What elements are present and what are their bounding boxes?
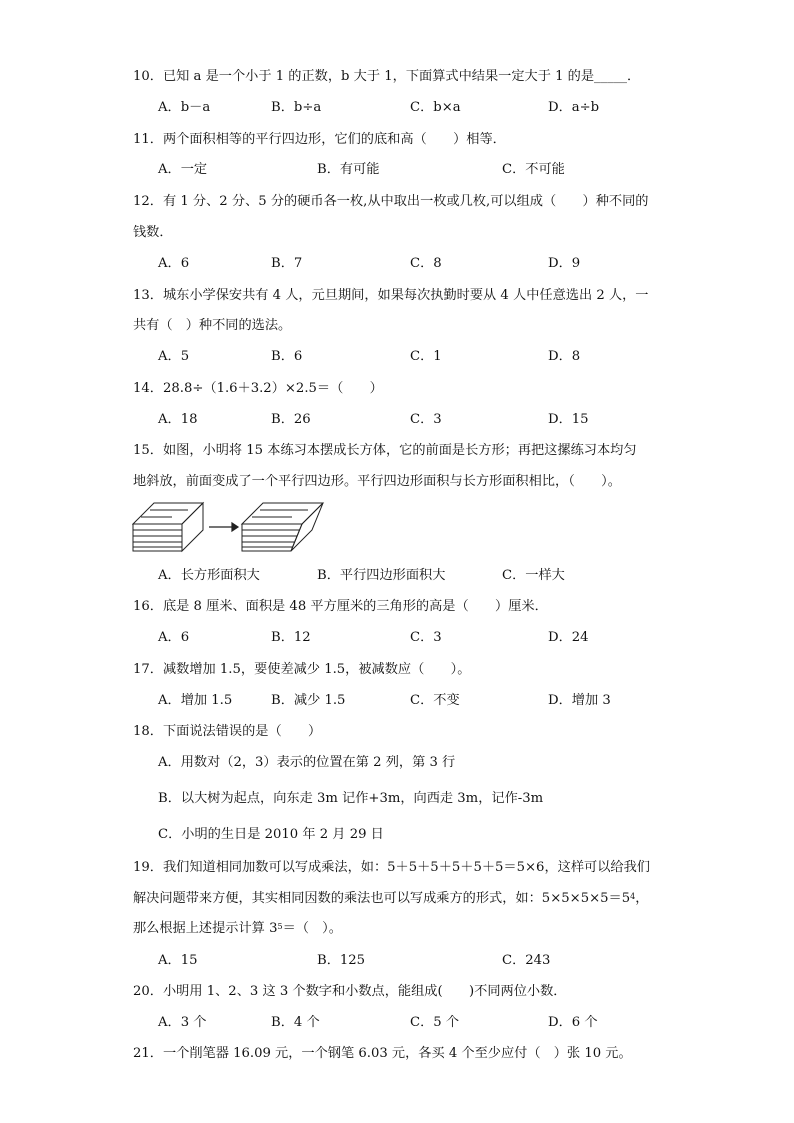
q20-option-b: B．4 个 xyxy=(271,1015,320,1030)
question-14-stem: 14．28.8÷（1.6＋3.2）×2.5＝（ ） xyxy=(133,381,383,396)
question-11-stem: 11．两个面积相等的平行四边形，它们的底和高（ ）相等． xyxy=(133,132,506,147)
q20-option-d: D．6 个 xyxy=(548,1015,598,1030)
q17-option-c: C．不变 xyxy=(410,693,460,708)
q10-option-c: C．b×a xyxy=(410,100,461,115)
q14-option-b: B．26 xyxy=(271,412,311,427)
question-12-stem-line2: 钱数． xyxy=(133,225,173,240)
stem-text: ＝（ ）。 xyxy=(282,921,342,936)
q14-option-a: A．18 xyxy=(158,412,198,427)
question-15-stem-line2: 地斜放，前面变成了一个平行四边形。平行四边形面积与长方形面积相比，（ ）。 xyxy=(133,474,621,489)
question-19-stem-line3 xyxy=(133,920,342,938)
rectangular-stack-drawing xyxy=(133,503,203,551)
q17-option-d: D．增加 3 xyxy=(548,693,611,708)
notebook-stack-figure xyxy=(132,500,332,556)
q15-option-a: A．长方形面积大 xyxy=(158,568,260,583)
question-20-stem: 20．小明用 1、2、3 这 3 个数字和小数点，能组成( )不同两位小数． xyxy=(133,984,567,999)
q12-option-c: C．8 xyxy=(410,256,442,271)
q10-option-d: D．a÷b xyxy=(548,100,600,115)
question-13-stem-line2: 共有（ ）种不同的选法。 xyxy=(133,318,292,333)
q17-option-b: B．减少 1.5 xyxy=(271,693,346,708)
q19-option-c: C．243 xyxy=(502,953,551,968)
question-19-stem-line1: 19．我们知道相同加数可以写成乘法，如：5＋5＋5＋5＋5＋5＝5×6，这样可以给我们 xyxy=(133,860,650,875)
q10-option-a: A．b－a xyxy=(158,100,211,115)
q16-option-b: B．12 xyxy=(271,630,311,645)
question-12-stem-line1: 12．有 1 分、2 分、5 分的硬币各一枚,从中取出一枚或几枚,可以组成（ ）种不同的 xyxy=(133,194,649,209)
arrow-right-icon xyxy=(209,523,238,531)
question-21-stem: 21．一个削笔器 16.09 元，一个钢笔 6.03 元，各买 4 个至少应付（ ）张 10 元。 xyxy=(133,1046,632,1061)
q15-option-b: B．平行四边形面积大 xyxy=(317,568,446,583)
q11-option-a: A．一定 xyxy=(158,162,208,177)
q10-option-b: B．b÷a xyxy=(271,100,322,115)
q14-option-d: D．15 xyxy=(548,412,589,427)
q14-option-c: C．3 xyxy=(410,412,442,427)
q12-option-b: B．7 xyxy=(271,256,303,271)
q19-option-b: B．125 xyxy=(317,953,366,968)
question-10-stem: 10．已知 a 是一个小于 1 的正数，b 大于 1，下面算式中结果一定大于 1 的是_____． xyxy=(133,69,641,84)
q17-option-a: A．增加 1.5 xyxy=(158,693,233,708)
q13-option-a: A．5 xyxy=(158,349,190,364)
question-13-stem-line1: 13．城东小学保安共有 4 人，元旦期间，如果每次执勤时要从 4 人中任意选出 2 人，一 xyxy=(133,288,649,303)
exponent: 4 xyxy=(630,892,636,901)
exponent: 5 xyxy=(277,922,283,931)
q16-option-a: A．6 xyxy=(158,630,190,645)
q13-option-c: C．1 xyxy=(410,349,442,364)
slanted-stack-drawing xyxy=(242,503,323,551)
q19-option-a: A．15 xyxy=(158,953,198,968)
q12-option-d: D．9 xyxy=(548,256,581,271)
q12-option-a: A．6 xyxy=(158,256,190,271)
q18-option-b: B．以大树为起点，向东走 3m 记作+3m，向西走 3m，记作-3m xyxy=(158,791,544,806)
q18-option-c: C．小明的生日是 2010 年 2 月 29 日 xyxy=(158,827,384,842)
q16-option-c: C．3 xyxy=(410,630,442,645)
question-16-stem: 16．底是 8 厘米、面积是 48 平方厘米的三角形的高是（ ）厘米． xyxy=(133,599,548,614)
q11-option-b: B．有可能 xyxy=(317,162,380,177)
q20-option-a: A．3 个 xyxy=(158,1015,207,1030)
q20-option-c: C．5 个 xyxy=(410,1015,460,1030)
q18-option-a: A．用数对（2，3）表示的位置在第 2 列，第 3 行 xyxy=(158,755,456,770)
q15-option-c: C．一样大 xyxy=(502,568,565,583)
question-19-stem-line2 xyxy=(133,890,648,908)
stem-text: 解决问题带来方便，其实相同因数的乘法也可以写成乘方的形式，如：5×5×5×5＝5 xyxy=(133,891,631,906)
punctuation: ， xyxy=(635,891,649,906)
question-15-stem-line1: 15．如图，小明将 15 本练习本摆成长方体，它的前面是长方形；再把这摞练习本均匀 xyxy=(133,443,637,458)
stem-text: 那么根据上述提示计算 3 xyxy=(133,921,278,936)
q11-option-c: C．不可能 xyxy=(502,162,565,177)
question-18-stem: 18．下面说法错误的是（ ） xyxy=(133,724,322,739)
question-17-stem: 17．减数增加 1.5，要使差减少 1.5，被减数应（ ）。 xyxy=(133,662,471,677)
q16-option-d: D．24 xyxy=(548,630,589,645)
q13-option-b: B．6 xyxy=(271,349,303,364)
q13-option-d: D．8 xyxy=(548,349,581,364)
